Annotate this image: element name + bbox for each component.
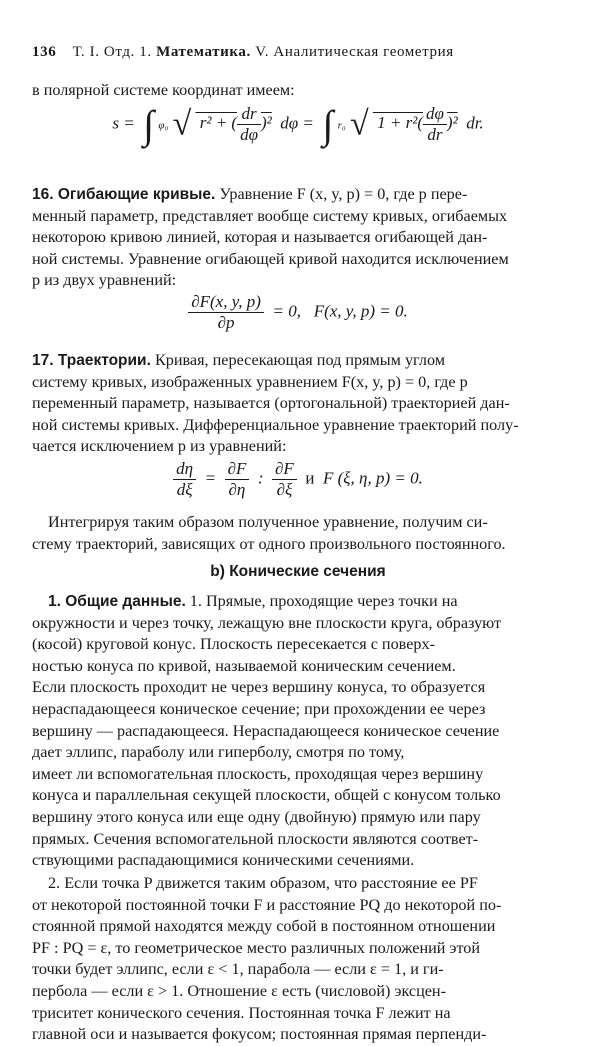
section-16-heading: 16. Огибающие кривые. bbox=[32, 186, 216, 203]
paragraph-line: Если плоскость проходит не через вершину конуса, то образуется bbox=[32, 678, 486, 697]
paragraph-line: триситет конического сечения. Постоянная точка F лежит на bbox=[32, 1003, 451, 1022]
section-17 bbox=[32, 350, 564, 458]
paragraph-line: прямых. Сечения вспомогательной плоскости являются соответ- bbox=[32, 829, 479, 848]
paragraph-line: имеет ли вспомогательная плоскость, проходящая через вершину bbox=[32, 764, 484, 783]
section-16-line: менный параметр, представляет вообще систему кривых, огибаемых bbox=[32, 206, 508, 225]
intro-line: в полярной системе координат имеем: bbox=[32, 81, 295, 99]
conic-paragraph-1 bbox=[32, 591, 564, 872]
paragraph-line: конуса и параллельная секущей плоскости, общей с конусом только bbox=[32, 786, 501, 805]
paragraph-line: 2. Если точка P движется таким образом, что расстояние ее PF bbox=[48, 874, 478, 892]
closing-line: Интегрируя таким образом полученное уравнение, получим си- bbox=[48, 513, 488, 531]
section-17-closing bbox=[32, 512, 564, 555]
section-16-line: p из двух уравнений: bbox=[32, 271, 177, 290]
paragraph-line: вершину — распадающееся. Нераспадающееся коническое сечение bbox=[32, 721, 500, 740]
section-16-line: ной системы. Уравнение огибающей кривой находится исключением bbox=[32, 249, 509, 268]
section-b-title: b) Конические сечения bbox=[210, 563, 386, 580]
paragraph-line: точки будет эллипс, если ε < 1, парабола — если ε = 1, и ги- bbox=[32, 960, 444, 979]
section-16-line: Уравнение F (x, y, p) = 0, где p пере- bbox=[219, 185, 468, 203]
paragraph-line: ностью конуса по кривой, называемой коническим сечением. bbox=[32, 656, 456, 675]
integral-sign: ∫ bbox=[143, 101, 155, 147]
section-17-line: систему кривых, изображенных уравнением F(x, y, p) = 0, где p bbox=[32, 372, 468, 391]
section-17-line: ной системы кривых. Дифференциальное уравнение траекторий полу- bbox=[32, 415, 519, 434]
paragraph-line: пербола — если ε > 1. Отношение ε есть (числовой) эксцен- bbox=[32, 981, 446, 1000]
paragraph-line: стоянной прямой находятся между собой в постоянном отношении bbox=[32, 917, 496, 936]
section-17-line: чается исключением p из уравнений: bbox=[32, 437, 287, 456]
closing-line: стему траекторий, зависящих от одного произвольного постоянного. bbox=[32, 534, 506, 553]
integral-sign: ∫ bbox=[322, 101, 334, 147]
formula-envelope: $\frac{\partial F(x, y, p)}{\partial p}$ = 0, F(x, y, p) = 0. bbox=[32, 292, 564, 333]
section-17-line: переменный параметр, называется (ортогональной) траекторией дан- bbox=[32, 394, 510, 413]
paragraph-line: вершину этого конуса или еще одну (двойную) прямую или пару bbox=[32, 807, 481, 826]
formula-arc-length: s = ∫ φ₀ √ r² + ( $\frac{dr}{d\varphi}$ )² dφ = ∫ r₀ √ 1 + r²( $\frac{d\varphi}{dr}$ )² dr. bbox=[112, 101, 484, 147]
paragraph-2 bbox=[32, 873, 564, 1046]
paragraph-line: PF : PQ = ε, то геометрическое место различных положений этой bbox=[32, 938, 481, 957]
formula-trajectory: $\frac{d\eta}{d\xi}$ = $\frac{\partial F}{\partial\eta}$ : $\frac{\partial F}{\partial\xi}$ и F (ξ, η, p) = 0. bbox=[32, 459, 564, 500]
running-title: Т. I. Отд. 1. bbox=[72, 44, 152, 60]
running-header bbox=[32, 44, 564, 61]
paragraph-line: (косой) круговой конус. Плоскость пересекается с поверх- bbox=[32, 635, 435, 654]
page-number: 136 bbox=[32, 44, 57, 60]
paragraph-line: ствующими распадающимися коническими сечениями. bbox=[32, 851, 415, 870]
paragraph-1-heading: 1. Общие данные. bbox=[48, 593, 186, 610]
section-16-line: некоторою кривою линией, которая и называется огибающей дан- bbox=[32, 228, 488, 247]
section-16 bbox=[32, 184, 564, 292]
running-title-bold: Математика. bbox=[156, 44, 251, 60]
section-17-heading: 17. Траектории. bbox=[32, 352, 151, 369]
paragraph-line: от некоторой постоянной точки F и расстояние PQ до некоторой по- bbox=[32, 895, 502, 914]
paragraph-line: окружности и через точку, лежащую вне плоскости круга, образуют bbox=[32, 613, 502, 632]
running-title-rest: V. Аналитическая геометрия bbox=[255, 44, 454, 60]
paragraph-line: дает эллипс, параболу или гиперболу, смотря по тому, bbox=[32, 743, 405, 762]
paragraph-line: главной оси и называется фокусом; постоянная прямая перпенди- bbox=[32, 1025, 487, 1044]
paragraph-line: 1. Прямые, проходящие через точки на bbox=[189, 592, 458, 610]
section-17-line: Кривая, пересекающая под прямым углом bbox=[154, 351, 445, 369]
paragraph-line: нераспадающееся коническое сечение; при прохождении ее через bbox=[32, 699, 486, 718]
